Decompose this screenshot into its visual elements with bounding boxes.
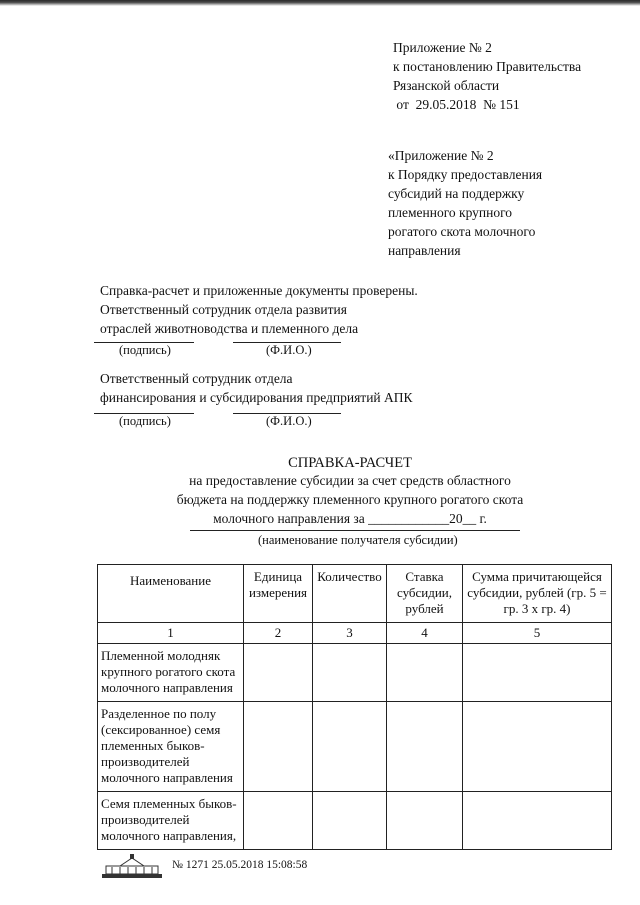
unit-cell[interactable] (244, 792, 313, 850)
recipient-label: (наименование получателя субсидии) (258, 533, 458, 547)
column-number: 1 (98, 623, 244, 644)
quantity-cell[interactable] (313, 702, 387, 792)
row-name-cell: Семя племенных быков-производителей молочного направления, (98, 792, 244, 850)
column-number: 3 (313, 623, 387, 644)
header-appendix-line: Рязанской области (393, 78, 500, 93)
recipient-line (190, 530, 520, 531)
title-line: на предоставление субсидии за счет средств областного (189, 473, 511, 488)
verification-block (100, 281, 418, 338)
verification-line: Ответственный сотрудник отдела развития (100, 302, 347, 317)
finance-block (100, 369, 413, 407)
signature-label: (подпись) (119, 343, 171, 357)
order-appendix-line: субсидий на поддержку (388, 186, 525, 201)
header-amount: Сумма причитающейся субсидии, рублей (гр. 5 = гр. 3 x гр. 4) (463, 565, 612, 623)
verification-line: отраслей животноводства и племенного дела (100, 321, 359, 336)
title-line: молочного направления за ____________20__ г. (213, 511, 487, 526)
amount-cell[interactable] (463, 702, 612, 792)
signature-label: (подпись) (119, 414, 171, 428)
header-rate: Ставка субсидии, рублей (387, 565, 463, 623)
amount-cell[interactable] (463, 792, 612, 850)
unit-cell[interactable] (244, 702, 313, 792)
name-label: (Ф.И.О.) (266, 343, 312, 357)
table-row (98, 792, 612, 850)
header-appendix (393, 38, 581, 114)
registration-number: № 1271 25.05.2018 15:08:58 (172, 859, 308, 871)
header-appendix-line: Приложение № 2 (393, 40, 492, 55)
table-row (98, 702, 612, 792)
header-unit: Единица измерения (244, 565, 313, 623)
name-label: (Ф.И.О.) (266, 414, 312, 428)
column-number: 2 (244, 623, 313, 644)
row-name-cell: Племенной молодняк крупного рогатого скота молочного направления (98, 644, 244, 702)
header-quantity: Количество (313, 565, 387, 623)
calculation-table (97, 564, 612, 850)
verification-line: Справка-расчет и приложенные документы проверены. (100, 283, 418, 298)
row-name-cell: Разделенное по полу (сексированное) семя племенных быков-производителей молочного направления (98, 702, 244, 792)
title-line: бюджета на поддержку племенного крупного рогатого скота (176, 492, 524, 507)
document-title: СПРАВКА-РАСЧЕТ (288, 455, 412, 471)
column-number: 4 (387, 623, 463, 644)
rate-cell[interactable] (387, 702, 463, 792)
order-appendix-line: направления (388, 243, 461, 258)
order-appendix-line: племенного крупного (388, 205, 513, 220)
column-number: 5 (463, 623, 612, 644)
scan-top-edge (0, 0, 640, 6)
order-appendix-line: рогатого скота молочного (388, 224, 536, 239)
quantity-cell[interactable] (313, 792, 387, 850)
order-appendix (388, 146, 542, 260)
table-row (98, 644, 612, 702)
building-emblem-icon (100, 852, 164, 880)
footer-stamp (100, 852, 440, 882)
unit-cell[interactable] (244, 644, 313, 702)
column-number-row (98, 623, 612, 644)
title-subtitle (150, 471, 550, 528)
header-name: Наименование (98, 565, 244, 623)
finance-line: Ответственный сотрудник отдела (100, 371, 293, 386)
order-appendix-line: «Приложение № 2 (388, 148, 494, 163)
finance-line: финансирования и субсидирования предприятий АПК (100, 390, 413, 405)
header-appendix-line: к постановлению Правительства (393, 59, 582, 74)
rate-cell[interactable] (387, 792, 463, 850)
order-appendix-line: к Порядку предоставления (388, 167, 543, 182)
header-appendix-line: от 29.05.2018 № 151 (393, 97, 520, 112)
quantity-cell[interactable] (313, 644, 387, 702)
rate-cell[interactable] (387, 644, 463, 702)
table-header-row (98, 565, 612, 623)
amount-cell[interactable] (463, 644, 612, 702)
